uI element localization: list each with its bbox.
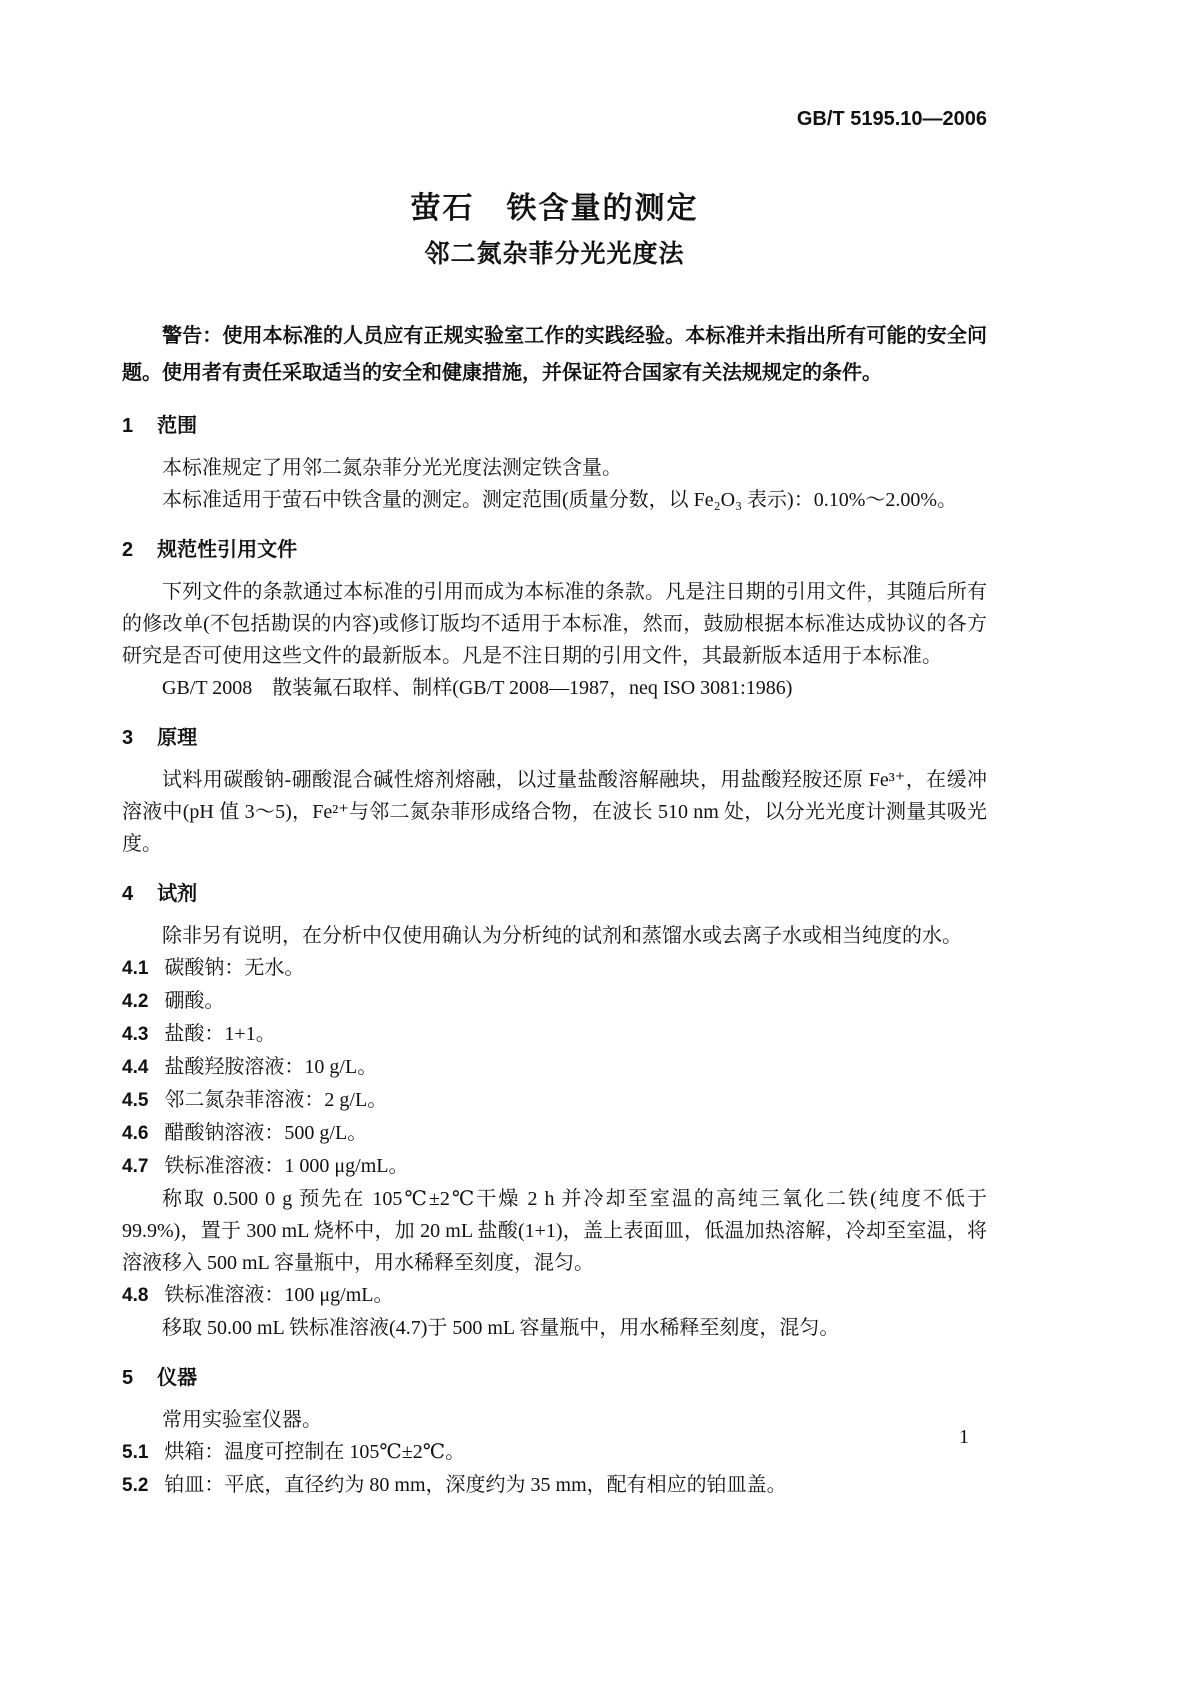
section-heading bbox=[122, 878, 987, 910]
section-title: 仪器 bbox=[157, 1367, 198, 1389]
section-principle bbox=[122, 722, 987, 860]
clause-text: 铂皿：平底，直径约为 80 mm，深度约为 35 mm，配有相应的铂皿盖。 bbox=[164, 1474, 787, 1496]
section-scope bbox=[122, 410, 987, 516]
clause-text: 邻二氮杂菲溶液：2 g/L。 bbox=[164, 1089, 388, 1111]
section-heading bbox=[122, 722, 987, 754]
section-number: 3 bbox=[122, 727, 134, 749]
paragraph: 下列文件的条款通过本标准的引用而成为本标准的条款。凡是注日期的引用文件，其随后所有的修改单(不包括勘误的内容)或修订版均不适用于本标准，然而，鼓励根据本标准达成协议的各方研究是否可使用这些文件的最新版本。凡是不注日期的引用文件，其最新版本适用于本标准。 bbox=[122, 581, 987, 667]
document-title-line2: 邻二氮杂菲分光光度法 bbox=[424, 240, 685, 268]
clause-number: 4.2 bbox=[122, 991, 149, 1012]
warning-paragraph: 警告：使用本标准的人员应有正规实验室工作的实践经验。本标准并未指出所有可能的安全问题。使用者有责任采取适当的安全和健康措施，并保证符合国家有关法规规定的条件。 bbox=[122, 325, 987, 384]
section-number: 5 bbox=[122, 1367, 134, 1389]
clause-text: 盐酸羟胺溶液：10 g/L。 bbox=[164, 1056, 378, 1078]
clause-number: 4.6 bbox=[122, 1123, 149, 1144]
section-apparatus bbox=[122, 1362, 987, 1502]
clause-text: 烘箱：温度可控制在 105℃±2℃。 bbox=[164, 1441, 466, 1463]
section-title: 试剂 bbox=[157, 883, 198, 905]
clause-number: 4.5 bbox=[122, 1090, 149, 1111]
section-title: 范围 bbox=[157, 415, 198, 437]
clause-text: 硼酸。 bbox=[164, 990, 225, 1012]
paragraph: 常用实验室仪器。 bbox=[162, 1409, 322, 1431]
section-heading bbox=[122, 1362, 987, 1394]
clause-4-2 bbox=[122, 985, 987, 1018]
clause-4-7 bbox=[122, 1150, 987, 1183]
clause-number: 5.2 bbox=[122, 1475, 149, 1496]
section-number: 2 bbox=[122, 539, 134, 561]
paragraph: 移取 50.00 mL 铁标准溶液(4.7)于 500 mL 容量瓶中，用水稀释至刻度，混匀。 bbox=[162, 1317, 840, 1339]
section-reagents bbox=[122, 878, 987, 1344]
clause-number: 5.1 bbox=[122, 1442, 149, 1463]
clause-number: 4.8 bbox=[122, 1285, 149, 1306]
standard-number: GB/T 5195.10—2006 bbox=[796, 108, 987, 130]
clause-text: 碳酸钠：无水。 bbox=[164, 957, 305, 979]
reference-entry: GB/T 2008 散装氟石取样、制样(GB/T 2008—1987，neq ISO 3081:1986) bbox=[162, 677, 793, 699]
clause-text: 醋酸钠溶液：500 g/L。 bbox=[164, 1122, 368, 1144]
document-title-line1: 萤石 铁含量的测定 bbox=[410, 192, 699, 225]
paragraph: 本标准适用于萤石中铁含量的测定。测定范围(质量分数，以 Fe₂O₃ 表示)：0.10%～2.00%。 bbox=[162, 489, 958, 511]
clause-5-2 bbox=[122, 1469, 987, 1502]
clause-text: 铁标准溶液：100 μg/mL。 bbox=[164, 1284, 394, 1306]
clause-4-1 bbox=[122, 952, 987, 985]
clause-4-4 bbox=[122, 1051, 987, 1084]
clause-4-8 bbox=[122, 1279, 987, 1312]
clause-number: 4.1 bbox=[122, 958, 149, 979]
section-number: 1 bbox=[122, 415, 134, 437]
section-normative-references bbox=[122, 534, 987, 704]
section-heading bbox=[122, 410, 987, 442]
paragraph: 试料用碳酸钠-硼酸混合碱性熔剂熔融，以过量盐酸溶解融块，用盐酸羟胺还原 Fe³⁺，在缓冲溶液中(pH 值 3～5)，Fe²⁺与邻二氮杂菲形成络合物，在波长 510 nm 处，以分光光度计测量其吸光度。 bbox=[122, 769, 987, 855]
section-number: 4 bbox=[122, 883, 134, 905]
page-number: 1 bbox=[959, 1426, 969, 1448]
section-title: 规范性引用文件 bbox=[157, 539, 298, 561]
clause-4-3 bbox=[122, 1018, 987, 1051]
clause-4-6 bbox=[122, 1117, 987, 1150]
paragraph: 除非另有说明，在分析中仅使用确认为分析纯的试剂和蒸馏水或去离子水或相当纯度的水。 bbox=[162, 925, 962, 947]
clause-number: 4.7 bbox=[122, 1156, 149, 1177]
section-title: 原理 bbox=[157, 727, 198, 749]
paragraph: 本标准规定了用邻二氮杂菲分光光度法测定铁含量。 bbox=[162, 457, 622, 479]
clause-text: 铁标准溶液：1 000 μg/mL。 bbox=[164, 1155, 409, 1177]
clause-number: 4.4 bbox=[122, 1057, 149, 1078]
paragraph: 称取 0.500 0 g 预先在 105℃±2℃干燥 2 h 并冷却至室温的高纯三氧化二铁(纯度不低于99.9%)，置于 300 mL 烧杯中，加 20 mL 盐酸(1+1)，盖上表面皿，低温加热溶解，冷却至室温，将溶液移入 500 mL 容量瓶中，用水稀释至刻度，混匀。 bbox=[122, 1188, 987, 1274]
clause-4-5 bbox=[122, 1084, 987, 1117]
section-heading bbox=[122, 534, 987, 566]
clause-text: 盐酸：1+1。 bbox=[164, 1023, 276, 1045]
clause-5-1 bbox=[122, 1436, 987, 1469]
clause-number: 4.3 bbox=[122, 1024, 149, 1045]
